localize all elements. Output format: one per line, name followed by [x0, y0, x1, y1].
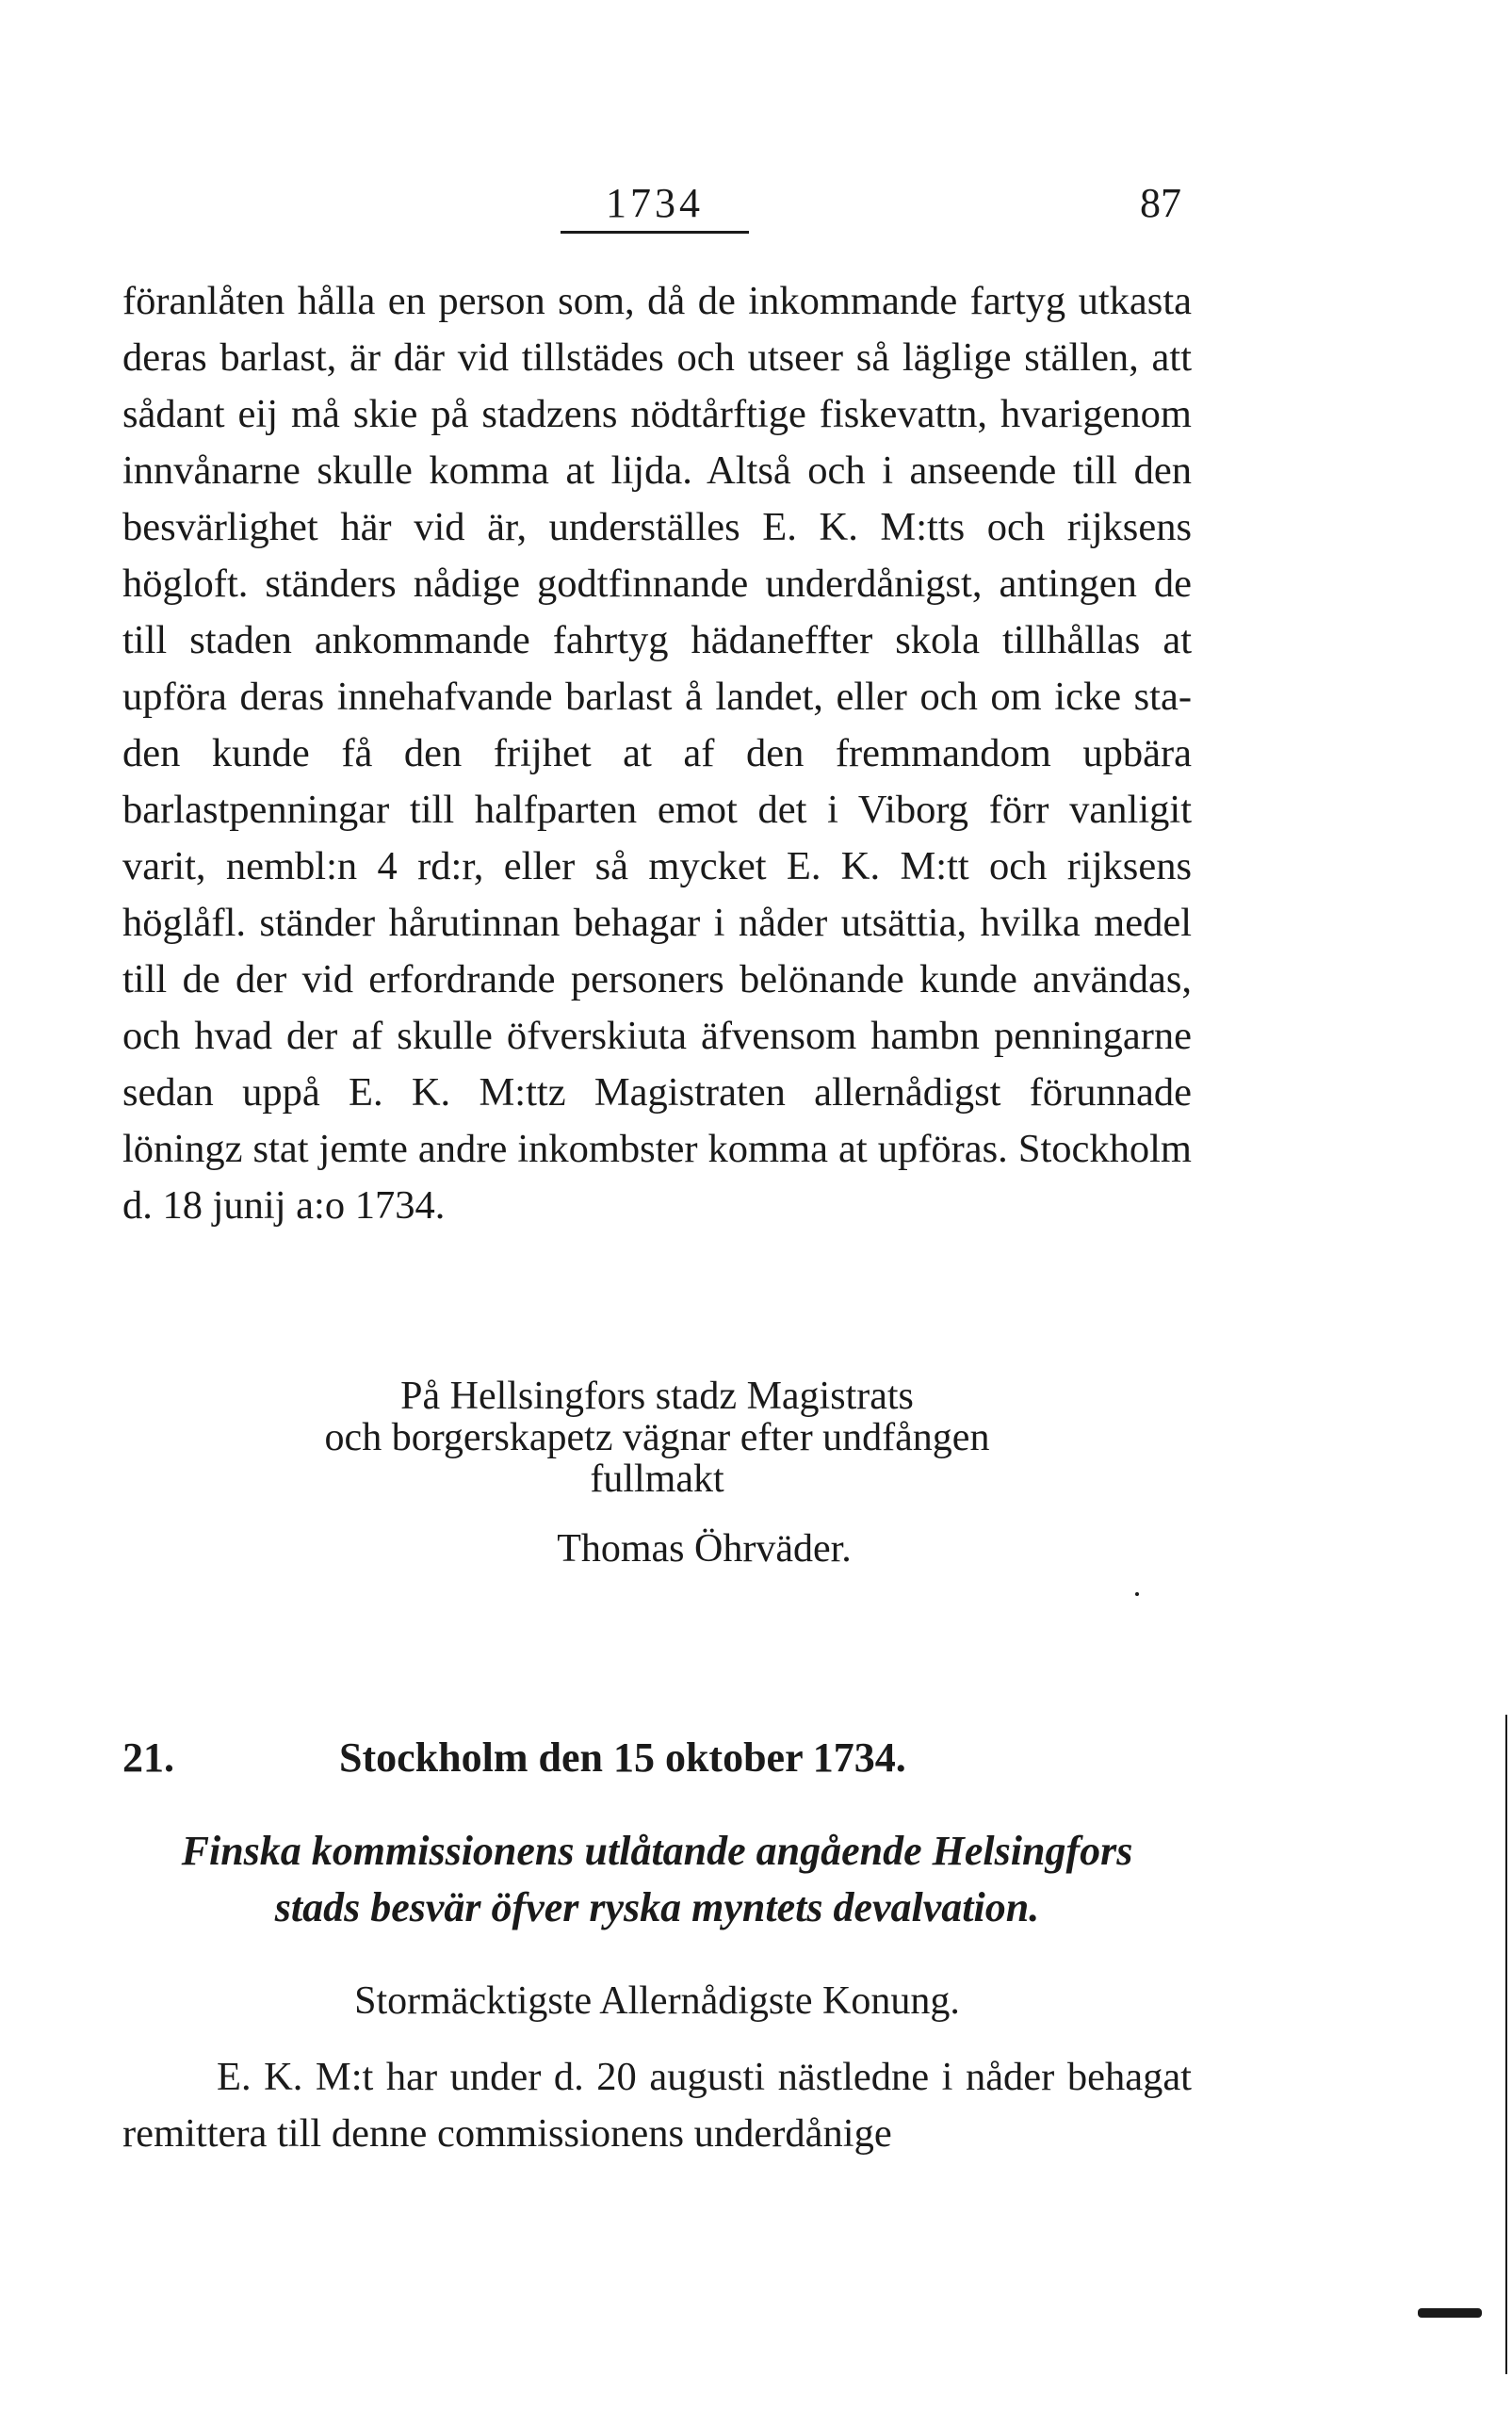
summary-line-2: stads besvär öfver ryska myntets devalvation. — [274, 1884, 1040, 1930]
signature-block — [122, 1376, 1192, 1500]
salutation: Stormäcktigste Allernådigste Konung. — [354, 1979, 960, 2023]
scan-edge-line — [1505, 1715, 1507, 2374]
document-title: Stockholm den 15 oktober 1734. — [339, 1734, 906, 1781]
document-number: 21. — [122, 1734, 174, 1781]
signature-line-3: fullmakt — [590, 1457, 724, 1501]
signer-name: Thomas Öhrväder. — [557, 1527, 852, 1571]
running-head-year: 1734 — [561, 179, 749, 234]
body-paragraph: föranlåten hålla en person som, då de inkommande fartyg utkasta deras barlast, är där vid tillstädes och utseer så läglige ställen, att sådant eij må skie på stadzens nödtårftige fiskevattn, hvarigenom innvånarne skulle komma at lijda. Altså och i anseende till den besvärlighet här vid är, underställes E. K. M:tts och rijksens högloft. ständers nådige godtfinnande underdånigst, antingen de till staden ankommande fahrtyg hädaneffter skola tillhållas at upföra deras innehafvande barlast å landet, eller och om icke staden kunde få den frijhet at af den fremmandom upbära barlastpenningar till halfparten emot det i Viborg förr vanligit varit, nembl:n 4 rd:r, eller så mycket E. K. M:tt och rijksens höglåfl. ständer hårutinnan behagar i nåder utsättia, hvilka medel till de der vid erfordrande personers belönande kunde användas, och hvad der af skulle öfverskiuta äfvensom hambn penningarne sedan uppå E. K. M:ttz Magistraten allernådigst förunnade löningz stat jemte andre inkombster komma at upföras. Stockholm d. 18 junij a:o 1734. — [122, 279, 1192, 1228]
signature-line-1: På Hellsingfors stadz Magistrats — [400, 1375, 914, 1418]
scan-dash-mark — [1418, 2308, 1482, 2318]
scan-dot-mark — [1135, 1592, 1139, 1596]
opening-paragraph: E. K. M:t har under d. 20 augusti nästledne i nåder behagat remittera till denne commissionens underdånige — [122, 2055, 1192, 2156]
running-head — [0, 179, 1512, 245]
page-number: 87 — [1140, 180, 1181, 226]
document-summary — [122, 1823, 1192, 1936]
summary-line-1: Finska kommissionens utlåtande angående Helsingfors — [181, 1828, 1133, 1874]
signature-line-2: och borgerskapetz vägnar efter undfången — [324, 1416, 990, 1459]
